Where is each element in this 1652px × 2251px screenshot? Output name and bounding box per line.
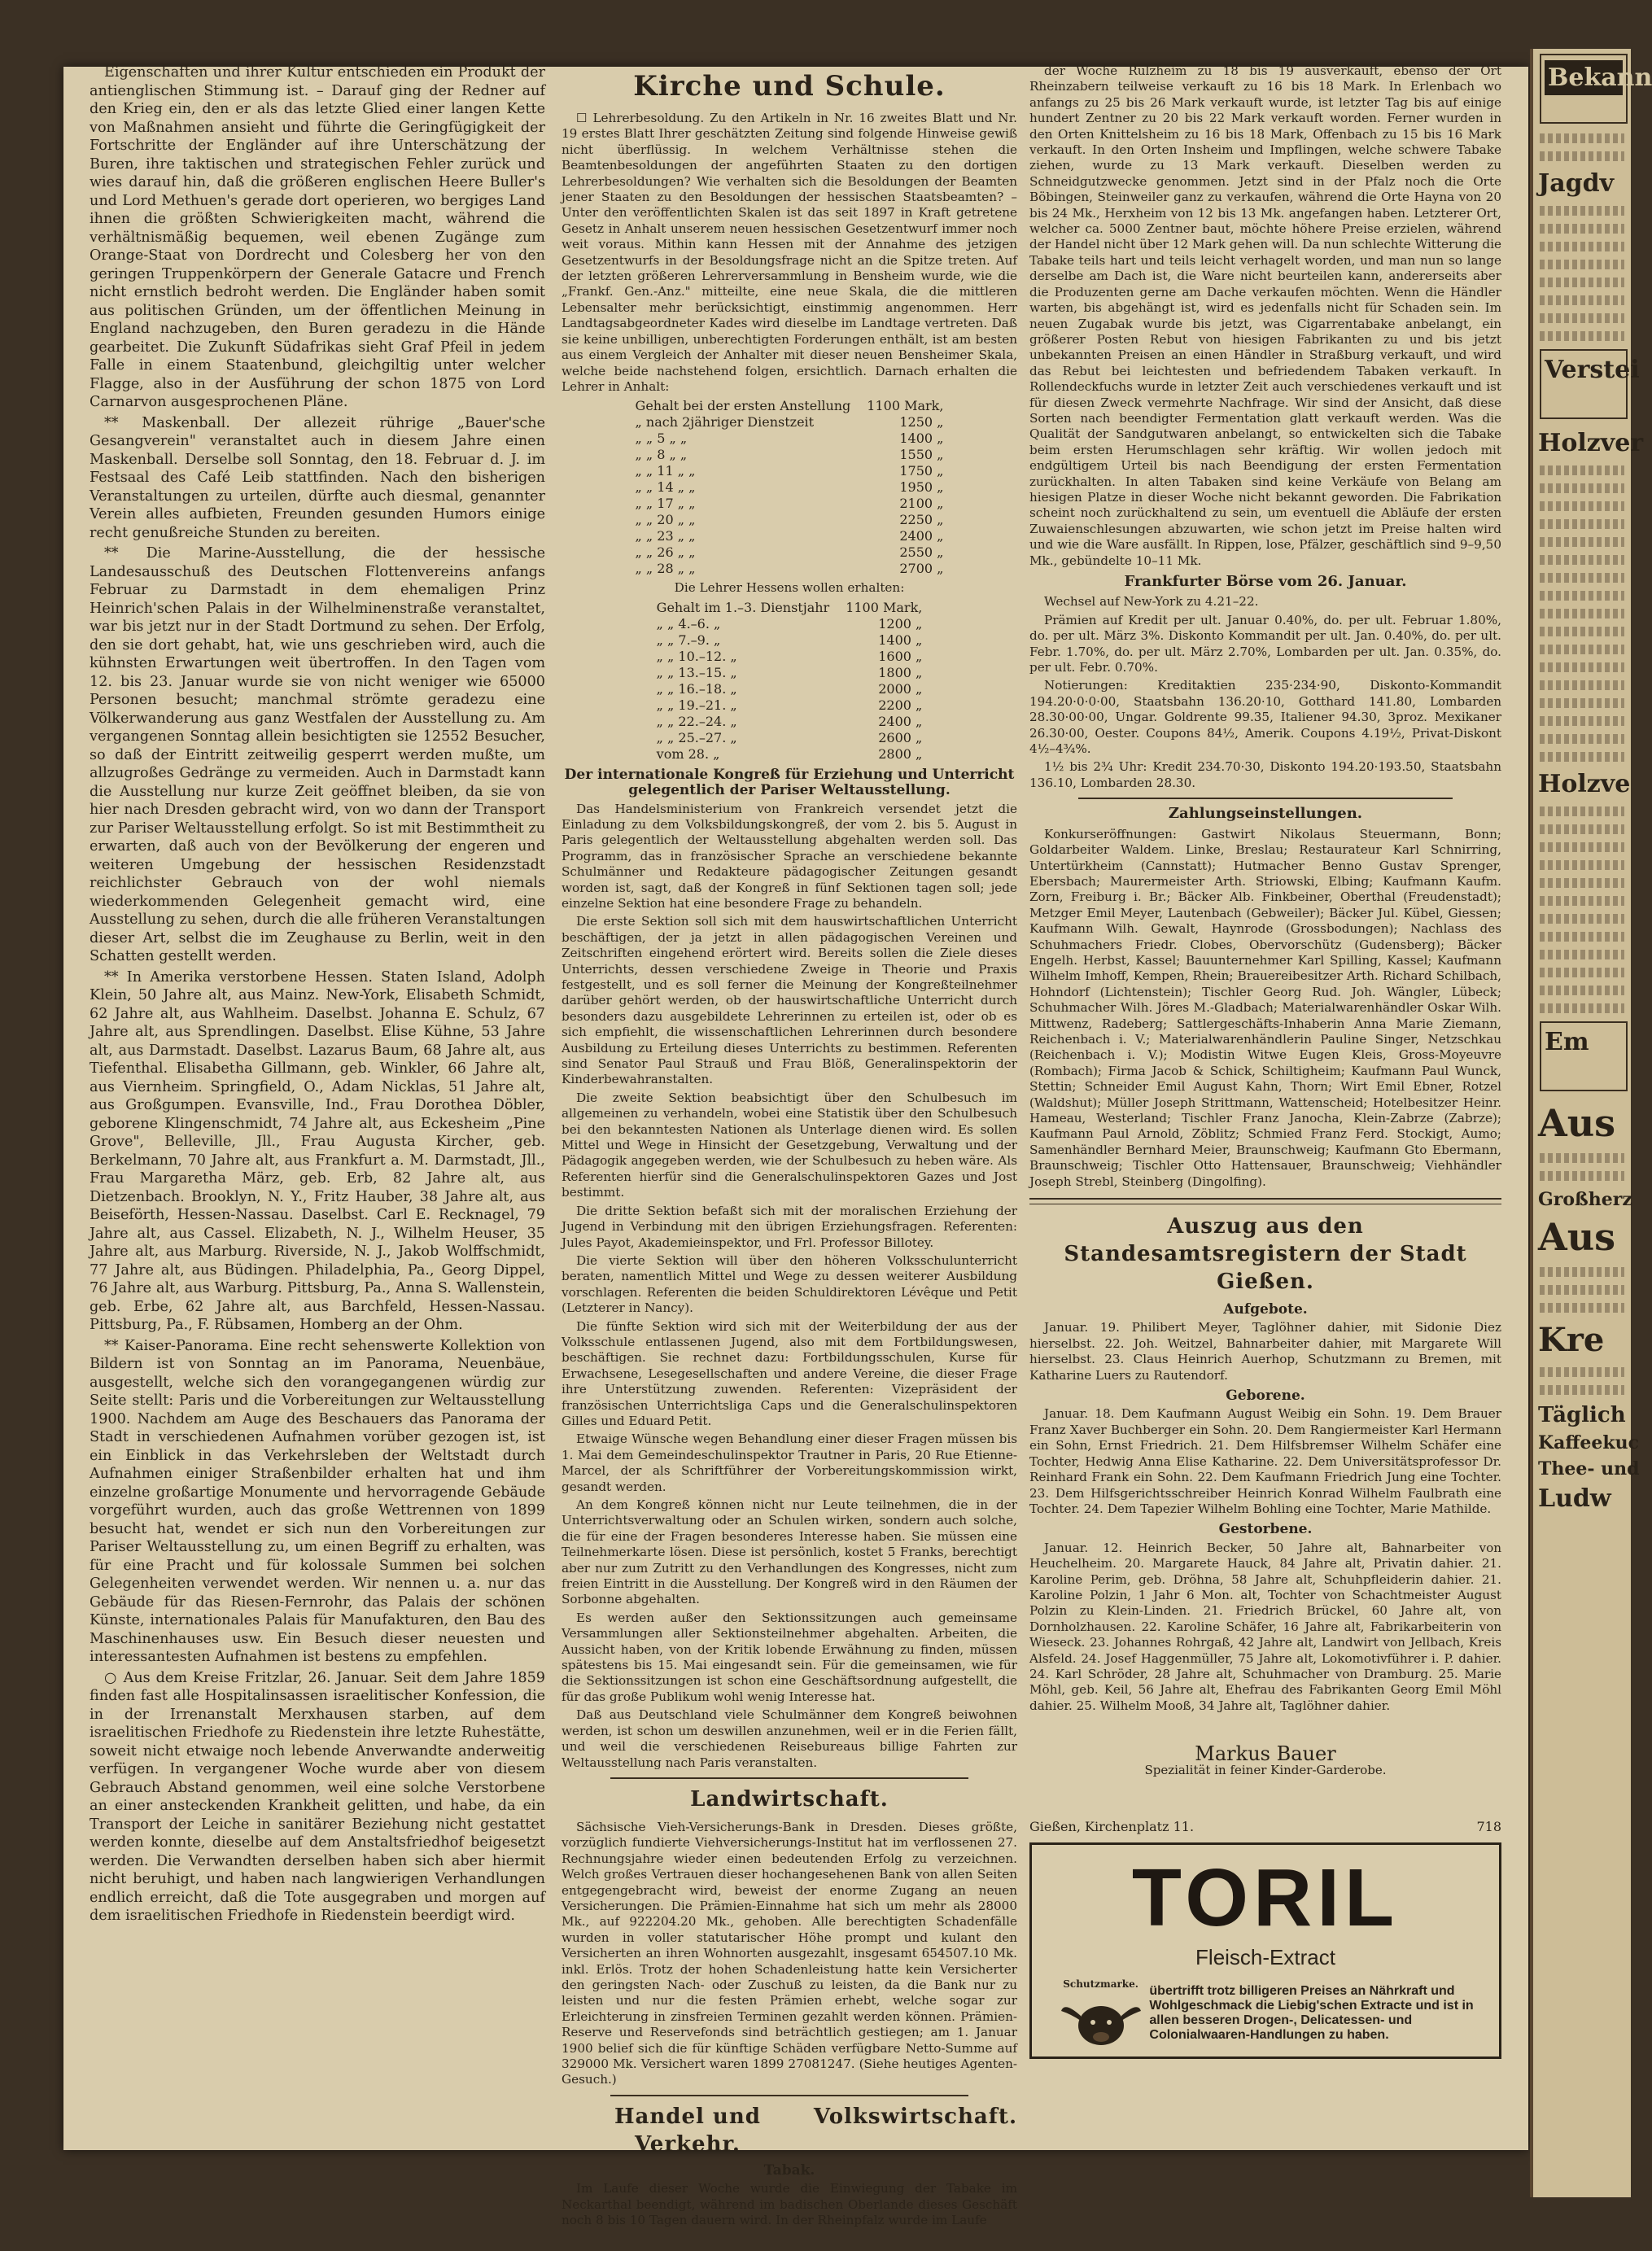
- divider: [610, 2095, 968, 2096]
- table-row: [649, 730, 931, 746]
- article-paragraph: ☐ Lehrerbesoldung. Zu den Artikeln in Nr. 16 zweites Blatt und Nr. 19 erstes Blatt Ihrer geschätzten Zeitung sind folgende Hinweise gewiß nicht überflüssig. In welchem Verhältnisse stehen die Beamtenbesoldungen der angeführten Staaten zu den dortigen Lehrerbesoldungen? Wie verhalten sich die Besoldungen der Beamten jener Staaten zu den Besoldungen der hessischen Staatsbeamten? – Unter den veröffentlichten Skalen ist das seit 1897 in Kraft getretene Gesetz in Anhalt unserem neuen hessischen Gesetzentwurf immer noch weit voraus. Mithin kann Hessen mit der Annahme des jetzigen Gesetzentwurfs in der Besoldungsfrage nicht an die Spitze treten. Auf der letzten größeren Lehrerversammlung in Bensheim wurde, wie die „Frankf. Gen.-Anz." mitteilte, eine neue Skala, die die mittleren Lebensalter mehr berücksichtigt, einstimmig angenommen. Herr Landtagsabgeordneter Kades wird dieselbe im Landtage vertreten. Daß sie keine unbilligen, unberechtigten Forderungen enthält, ist am besten aus einem Vergleich der Anhalter mit dieser neuen Bensheimer Skala, welche beide nachstehend folgen, ersichtlich. Darnach erhalten die Lehrer in Anhalt:: [562, 111, 1017, 394]
- article-paragraph: Im Laufe dieser Woche wurde die Einwiegung der Tabake im Neckarthal beendigt, während im badischen Oberlande dieses Geschäft noch 8 bis 10 Tagen dauern wird. In der Rheinpfalz wurde im Laufe: [562, 2181, 1017, 2228]
- table-cell-label: „ „ 26 „ „: [635, 544, 696, 561]
- boerse-line: Wechsel auf New-York zu 4.21–22.: [1044, 594, 1259, 610]
- divider: [1078, 798, 1453, 799]
- table-cell-value: 2250 „: [899, 512, 944, 528]
- article-paragraph: ** Die Marine-Ausstellung, die der hessische Landesausschuß des Deutschen Flottenvereins anfangs Februar zu Darmstadt in dem ehemaligen Prinz Heinrich'schen Palais in der Wilhelminenstraße veranstaltet, war bis jetzt nur in der Stadt Dortmund zu sehen. Der Erfolg, den sie dort gehabt, hat, wie uns geschrieben wird, auch die kühnsten Erwartungen weit übertroffen. In den Tagen vom 12. bis 23. Januar wurde sie von nicht weniger wie 65000 Personen besucht; manchmal strömte geradezu eine Völkerwanderung aus ganz Westfalen der Ausstellung zu. Am vergangenen Sonntag allein besichtigten sie 12552 Besucher, so daß der Eintritt zeitweilig gesperrt werden mußte, um allzugroßes Gedränge zu vermeiden. Auch in Darmstadt kann die Ausstellung nur kurze Zeit geöffnet bleiben, da sie von hier nach Dresden gebracht wird, von wo dann der Transport zur Pariser Weltausstellung erfolgt. So ist mit Bestimmtheit zu erwarten, daß auch von der Bevölkerung der engeren und weiteren Umgebung der hessischen Residenzstadt reichlichster Gebrauch von der wohl niemals wiederkommenden Gelegenheit gemacht wird, eine Ausstellung zu sehen, durch die alle früheren Veranstaltungen dieser Art, selbst die im Zeughause zu Berlin, weit in den Schatten gestellt werden.: [90, 545, 545, 964]
- article-paragraph: Die vierte Sektion will über den höheren Volksschulunterricht beraten, namentlich Mittel und Wege zu dessen weiterer Ausbildung vorschlagen. Referenten die beiden Schuldirektoren Lévêque und Petit (Letzterer in Nancy).: [562, 1252, 1017, 1316]
- boerse-line: Prämien auf Kredit per ult. Januar 0.40%, do. per ult. Februar 1.80%, do. per ult. März 3%. Diskonto Kommandit per ult. Jan. 0.40%, do. per ult. Febr. 1.70%, do. per ult. März 2.70%, Lombarden per ult. Jan. 0.35%, do. per ult. Febr. 0.70%.: [1029, 612, 1501, 675]
- table-row: [627, 544, 952, 561]
- table-row: [649, 697, 931, 714]
- table-cell-value: 2000 „: [878, 680, 923, 697]
- table-intro: Die Lehrer Hessens wollen erhalten:: [674, 580, 905, 596]
- strip-heading: Holzve: [1538, 770, 1631, 798]
- register-subheading: Gestorbene.: [1218, 1521, 1313, 1538]
- table-cell-label: „ „ 10.–12. „: [656, 648, 737, 664]
- boerse-line: 1½ bis 2¾ Uhr: Kredit 234.70·30, Diskonto 194.20·193.50, Staatsbahn 136.10, Lombarden 28.30.: [1029, 759, 1501, 790]
- article-paragraph: Sächsische Vieh-Versicherungs-Bank in Dresden. Dieses größte, vorzüglich fundierte Viehversicherungs-Institut hat im verflossenen 27. Rechnungsjahre wieder einen bedeutenden Erfolg zu verzeichnen. Welch großes Vertrauen dieser hochangesehenen Bank von allen Seiten entgegengebracht wird, beweist der enorme Zugang an neuen Versicherungen. Die Prämien-Einnahme hat sich um mehr als 28000 Mk., auf 922204.20 Mk., gehoben. Alle berechtigten Schadenfälle wurden in voller statutarischer Höhe prompt und kulant den Versicherten an ihren Wohnorten ausgezahlt, insgesamt 654507.10 Mk. inkl. Erlös. Trotz der hohen Schadenleistung hatte kein Versicherter den geringsten Nach- oder Zuschuß zu leisten, da die Bank nur zu leisten und nur die festen Prämien erhebt, welche sogar zur Erleichterung in zinsfreien Terminen gezahlt werden können. Prämien-Reserve und Reservefonds sind beträchtlich gestiegen; am 1. Januar 1900 belief sich die für künftige Schäden verfügbare Netto-Summe auf 329000 Mk. Versichert waren 1899 27081247. (Siehe heutiges Agenten-Gesuch.): [562, 1819, 1017, 2087]
- register-subheading: Geborene.: [1226, 1388, 1305, 1405]
- table-cell-label: „ „ 13.–15. „: [656, 664, 737, 680]
- table-cell-value: 2800 „: [878, 745, 923, 762]
- table-row: [627, 561, 952, 577]
- ad-address: Gießen, Kirchenplatz 11.: [1029, 1819, 1195, 1834]
- article-paragraph: ○ Aus dem Kreise Fritzlar, 26. Januar. Seit dem Jahre 1859 finden fast alle Hospitalinsassen israelitischer Konfession, die in der Irrenanstalt Merxhausen starben, auf dem israelitischen Friedhofe zu Riedenstein ihre letzte Ruhestätte, soweit nicht etwaige noch lebende Anverwandte anderweitig verfügen. In vergangener Woche wurde aber von diesem Gebrauch Abstand genommen, weil eine solche Verstorbene an einer ansteckenden Krankheit gelitten, und habe, da ein Transport der Leiche in sanitärer Beziehung nicht gestattet werden konnte, dieselbe auf dem Anstaltsfriedhof beigesetzt werden. Die Verwandten derselben haben sich aber hiermit nicht beruhigt, und haben nach langwierigen Verhandlungen endlich erreicht, daß die Tote ausgegraben und morgen auf dem israelitischen Friedhofe in Riedenstein beerdigt wird.: [90, 1669, 545, 1924]
- toril-trademark: Schutzmarke.: [1063, 1978, 1138, 1991]
- bull-head-icon: [1056, 1993, 1146, 2050]
- table-cell-value: 1400 „: [878, 632, 923, 648]
- table-row: [649, 632, 931, 649]
- advertisement-bauer: [1029, 1742, 1501, 1834]
- toril-subtitle: Fleisch-Extract: [1195, 1945, 1335, 1970]
- section-heading: Handel und Verkehr.: [614, 2104, 761, 2157]
- table-cell-value: 1100 Mark,: [846, 599, 923, 615]
- strip-heading: Aus: [1538, 1215, 1616, 1259]
- table-row: [627, 479, 952, 496]
- table-cell-label: „ „ 4.–6. „: [656, 615, 721, 632]
- table-cell-label: „ „ 19.–21. „: [656, 697, 737, 713]
- salary-table-anhalt: [627, 398, 952, 577]
- article-paragraph: ** Maskenball. Der allezeit rührige „Bauer'sche Gesangverein" veranstaltet auch in diesem Jahre einen Maskenball. Derselbe soll Sonntag, den 18. Februar d. J. im Festsaal des Café Leib stattfinden. Nach den bisherigen Veranstaltungen zu urteilen, dürfte auch diesmal, genannter Verein alles aufbieten, Freunden gesunden Humors einige recht genußreiche Stunden zu bereiten.: [90, 414, 545, 541]
- table-row: [627, 414, 952, 431]
- article-paragraph: Konkurseröffnungen: Gastwirt Nikolaus Steuermann, Bonn; Goldarbeiter Waldem. Linke, Breslau; Restaurateur Karl Schnirring, Untertürkheim (Cannstatt); Hutmacher Benno Gustav Sprenger, Ebersbach; Maurermeister Arth. Striowski, Elbing; Kaufmann Kaufm. Zorn, Freiburg i. Br.; Bäcker Alb. Finkbeiner, Oberthal (Freudenstadt); Metzger Emil Meyer, Lautenbach (Gebweiler); Bäcker Jul. Kübel, Giessen; Kaufmann Wilh. Gewalt, Haynrode (Grossbodungen); Nachlass des Schuhmachers Friedr. Clobes, Obervorschütz (Gudensberg); Bäcker Engelh. Herbst, Kassel; Bauunternehmer Karl Spilling, Kassel; Kaufmann Wilhelm Imhoff, Kempen, Rhein; Brauereibesitzer Arth. Richard Schilbach, Hohndorf (Lichtenstein); Tischler Georg Rud. Joh. Wängler, Lübeck; Schuhmacher Wilh. Jöres M.-Gladbach; Materialwarenhändler Oskar Wilh. Mittwenz, Radeberg; Sattlergeschäfts-Inhaberin Anna Marie Ziemann, Reichenbach i. V.; Materialwarenhändlerin Pauline Singer, Netzschkau (Reichenbach i. V.); Modistin Witwe Eugen Kleis, Gross-Moyeuvre (Rombach); Firma Jacob & Schick, Schiltigheim; Kaufmann Paul Wunck, Stettin; Schneider Emil August Kahn, Thorn; Wirt Emil Ebner, Rotzel (Waldshut); Müller Joseph Strittmann, Wattenscheid; Hotelbesitzer Heinr. Hameau, Westerland; Tischler Franz Janocha, Klein-Zabrze (Zabrze); Kaufmann Paul Arnold, Zöblitz; Schmied Franz Ferd. Stockigt, Aumo; Samenhändler Bernhard Meier, Braunschweig; Kaufmann Gto Ebermann, Braunschweig; Tischler Otto Hattensauer, Braunschweig; Viehhändler Joseph Strebl, Steinberg (Dingolfing).: [1029, 826, 1501, 1189]
- article-paragraph: Etwaige Wünsche wegen Behandlung einer dieser Fragen müssen bis 1. Mai dem Gemeindeschulinspektor Trautner in Paris, 20 Rue Etienne-Marcel, der als Schriftführer der Vorbereitungskommission wirkt, gesandt werden.: [562, 1431, 1017, 1494]
- table-cell-value: 1600 „: [878, 648, 923, 664]
- strip-heading: Aus: [1538, 1101, 1616, 1145]
- article-paragraph: Das Handelsministerium von Frankreich versendet jetzt die Einladung zu dem Volksbildungskongreß, der vom 2. bis 5. August in Paris gelegentlich der Weltausstellung abgehalten werden soll. Das Programm, das in französischer Sprache an verschiedene bekannte Schulmänner und Redakteure pädagogischer Zeitungen gesandt worden ist, sagt, daß der Kongreß in fünf Sektionen tagen soll; jede einzelne Sektion hat eine besondere Frage zu behandeln.: [562, 801, 1017, 911]
- section-heading: Landwirtschaft.: [690, 1786, 889, 1812]
- divider: [1029, 1198, 1501, 1204]
- table-cell-label: Gehalt im 1.–3. Dienstjahr: [656, 599, 830, 615]
- toril-logo: TORIL: [1131, 1852, 1400, 1944]
- table-cell-label: vom 28. „: [656, 745, 720, 762]
- strip-heading: Thee- und: [1538, 1458, 1640, 1480]
- table-row: [627, 398, 952, 414]
- table-row: [627, 447, 952, 463]
- strip-heading: Ludw: [1538, 1484, 1611, 1513]
- table-row: [649, 616, 931, 632]
- table-cell-value: 2550 „: [899, 544, 944, 561]
- column-3: [1029, 63, 1501, 2059]
- table-cell-value: 1400 „: [899, 431, 944, 447]
- strip-heading: Großherz: [1538, 1189, 1632, 1210]
- table-cell-value: 1750 „: [899, 463, 944, 479]
- table-cell-value: 2200 „: [878, 697, 923, 713]
- table-row: [627, 512, 952, 528]
- table-cell-value: 2700 „: [899, 561, 944, 577]
- table-cell-label: „ „ 28 „ „: [635, 561, 696, 577]
- table-row: [627, 496, 952, 512]
- article-paragraph: ** In Amerika verstorbene Hessen. Staten Island, Adolph Klein, 50 Jahre alt, aus Mainz. New-York, Elisabeth Schmidt, 62 Jahre alt, aus Wahlheim. Daselbst. Johanna E. Schulz, 67 Jahre alt, aus Sprendlingen. Daselbst. Elise Kühne, 53 Jahre alt, aus Darmstadt. Daselbst. Lazarus Baum, 68 Jahre alt, aus Tiefenthal. Elisabetha Gillmann, geb. Winkler, 66 Jahre alt, aus Viernheim. Springfield, O., Adam Nicklas, 51 Jahre alt, aus Großgumpen. Evansville, Ind., Frau Dorothea Döbler, geborene Klingenschmidt, 74 Jahre alt, aus Eckesheim „Pine Grove", Belleville, Jll., Frau Augusta Kircher, geb. Berkelmann, 70 Jahre alt, aus Frankfurt a. M. Darmstadt, Jll., Frau Margaretha März, geb. Erb, 82 Jahre alt, aus Dietzenbach. Brooklyn, N. Y., Fritz Hauber, 38 Jahre alt, aus Beiseförth, Hessen-Nassau. Daselbst. Carl E. Recknagel, 79 Jahre alt, aus Cassel. Elizabeth, N. J., Wilhelm Heuser, 35 Jahre alt, aus Marburg. Riverside, N. J., Jakob Wolffschmidt, 77 Jahre alt, aus Büdingen. Philadelphia, Pa., Georg Dippel, 76 Jahre alt, aus Warburg. Pittsburg, Pa., Anna S. Wallenstein, geb. Erbe, 62 Jahre alt, aus Barchfeld, Hessen-Nassau. Pittsburg, Pa., F. Rübsamen, Homberg an der Ohm.: [90, 968, 545, 1333]
- article-paragraph: Es werden außer den Sektionssitzungen auch gemeinsame Versammlungen aller Sektionsteilnehmer abgehalten. Arbeiten, die Aussicht haben, von der Kritik lobende Erwähnung zu finden, müssen spätestens bis 15. Mai eingesandt sein. Für die gemeinsamen, wie für die Sektionssitzungen ist schon eine Geschäftsordnung aufgestellt, die für das große Publikum wohl wenig Interesse hat.: [562, 1610, 1017, 1704]
- table-cell-label: „ nach 2jähriger Dienstzeit: [635, 414, 815, 431]
- advertisement-toril: [1029, 1842, 1501, 2058]
- zahlung-heading: Zahlungseinstellungen.: [1168, 805, 1363, 823]
- article-subheading: Der internationale Kongreß für Erziehung und Unterricht gelegentlich der Pariser Weltausstellung.: [564, 766, 1015, 799]
- article-paragraph: ** Kaiser-Panorama. Eine recht sehenswerte Kollektion von Bildern ist von Sonntag an im Panorama, Neuenbäue, ausgestellt, welche sich den vorangegangenen würdig zur Seite stellt: Paris und die Vorbereitungen zur Weltausstellung 1900. Nachdem am Auge des Beschauers das Panorama der Stadt in verschiedenen Aufnahmen vorüber gezogen ist, ist ein Einblick in das Verkehrsleben der Weltstadt durch Aufnahmen einiger Straßenbilder erhalten hat und ihm einzelne großartige Monumente und hervorragende Gebäude vorgeführt wurden, auch das große Wettrennen von 1899 besucht hat, wendet er sich nun den Vorbereitungen zur Pariser Weltausstellung zu, um einen Begriff zu erhalten, was für eine Pracht und für kolossale Summen bei solchen Gelegenheiten verwendet werden. Wir nennen u. a. nur das Gebäude für das Riesen-Fernrohr, das Palais der schönen Künste, internationales Palais für Manufakturen, den Bau des Maschinenhauses usw. Ein Besuch dieser neuesten und interessantesten Aufnahmen ist bestens zu empfehlen.: [90, 1337, 545, 1665]
- toril-text: übertrifft trotz billigeren Preises an Nährkraft und Wohlgeschmack die Liebig'schen Extracte und ist in allen besseren Drogen-, Delicatessen- und Colonialwaaren-Handlungen zu haben.: [1149, 1984, 1474, 2043]
- table-row: [627, 463, 952, 479]
- table-cell-label: „ „ 14 „ „: [635, 479, 696, 496]
- table-cell-value: 1550 „: [899, 447, 944, 463]
- table-cell-value: 2400 „: [878, 713, 923, 729]
- table-cell-label: „ „ 25.–27. „: [656, 729, 737, 745]
- section-heading: Kirche und Schule.: [633, 70, 946, 103]
- strip-heading: Kre: [1538, 1321, 1605, 1359]
- article-paragraph: Januar. 19. Philibert Meyer, Taglöhner dahier, mit Sidonie Diez hierselbst. 22. Joh. Weitzel, Bahnarbeiter dahier, mit Margarete Will hierselbst. 23. Claus Heinrich Auerhop, Schutzmann zu Bremen, mit Katharine Luers zu Rautendorf.: [1029, 1320, 1501, 1383]
- table-cell-label: „ „ 8 „ „: [635, 447, 688, 463]
- table-cell-label: „ „ 17 „ „: [635, 496, 696, 512]
- column-2: [562, 63, 1017, 2231]
- table-cell-value: 2100 „: [899, 496, 944, 512]
- article-paragraph: Eigenschaften und ihrer Kultur entschieden ein Produkt der antienglischen Stimmung ist. – Darauf ging der Redner auf den Krieg ein, den er als das letzte Glied einer langen Kette von Maßnahmen ansieht und führte die Geringfügigkeit der Fortschritte der Engländer auf ihre Unterschätzung der Buren, ihre taktischen und strategischen Fehler zurück und wies darauf hin, daß die größeren englischen Heere Buller's und Lord Methuen's gerade dort operieren, wo bergiges Land ihnen die größten Schwierigkeiten macht, während die verhältnismäßig bequemen, weil ebenen Zugänge zum Orange-Staat von Dordrecht und Colesberg her von den geringen Truppenkörpern der Generale Gatacre und French nicht ernstlich bedroht werden. Die Engländer haben somit aus politischen Gründen, um der öffentlichen Meinung in England nachzugeben, den Buren geradezu in die Hände gearbeitet. Die Zukunft Südafrikas sieht Graf Pfeil in jedem Falle in einem Staatenbund, gleichgiltig unter welcher Flagge, also in der Ausführung der schon 1875 von Lord Carnarvon ausgesprochenen Pläne.: [90, 64, 545, 410]
- table-cell-label: „ „ 5 „ „: [635, 431, 688, 447]
- table-cell-label: „ „ 7.–9. „: [656, 632, 721, 648]
- ad-number: 718: [1476, 1819, 1501, 1834]
- article-paragraph: Die fünfte Sektion wird sich mit der Weiterbildung der aus der Volksschule entlassenen Jugend, also mit dem Fortbildungswesen, beschäftigen. Sie rechnet dazu: Fortbildungsschulen, Kurse für Erwachsene, Lesegesellschaften und andere Vereine, die dieser Frage ihre Unterstützung zuwenden. Referenten: Vizepräsident der französischen Unterrichtsliga Caps und die Generalschulinspektoren Gilles und Eduard Petit.: [562, 1318, 1017, 1428]
- column-1: [90, 63, 545, 1928]
- article-subheading: Tabak.: [763, 2161, 815, 2179]
- register-subheading: Aufgebote.: [1223, 1301, 1308, 1318]
- strip-heading: Em: [1545, 1028, 1589, 1056]
- table-row: [627, 431, 952, 447]
- article-paragraph: der Woche Rülzheim zu 18 bis 19 ausverkauft, ebenso der Ort Rheinzabern teilweise verkauft zu 16 bis 18 Mark. In Erlenbach wo anfangs zu 25 bis 26 Mark verkauft wurde, ist letzter Tag bis auf einige hundert Zentner zu 20 bis 22 Mark verkauft worden. Ferner wurden in den Orten Knittelsheim zu 16 bis 18 Mark, Offenbach zu 15 bis 16 Mark verkauft. In den Orten Insheim und Impflingen, welche schwere Tabake ziehen, wurde zu 13 Mark verkauft. Dieselben werden zu Schneidgutzwecke genommen. Jetzt sind in der Pfalz noch die Orte Böbingen, Steinweiler ganz zu verkaufen, während die Orte Hayna von 20 bis 24 Mk., Herxheim von 12 bis 13 Mk. angefangen haben. Letzterer Ort, welcher ca. 5000 Zentner baut, möchte höhere Preise erzielen, während der Handel nicht über 12 Mark gehen will. Da nun schlechte Witterung die Tabake teils hart und teils leicht verhagelt worden, und man nun so lange derselbe am Dach ist, die Ware nicht beurteilen kann, andererseits aber die Produzenten gerne am Dache verkaufen möchten. Wenn die Händler warten, bis abgehängt ist, wird es jedenfalls nicht für Schaden sein. Im neuen Zugabak wurde bis jetzt, was Cigarrentabake anbelangt, ein größerer Posten Rebut von hiesigen Fabrikanten zu und bis jetzt unbekannten Preisen an einen Händler in Straßburg verkauft, und wird das Rebut bei leichtesten und befriedendem Tabaken verkauft. In Rollendeckfuchs wurde in letzter Zeit auch verschiedenes verkauft und ist für diesen Zweck vermehrte Nachfrage. Wir sind der Ansicht, daß diese Sorten nach beendigter Fermentation glatt verkauft werden. Was die Qualität der Sandgutwaren anbelangt, so entwickelten sich die Tabake beim ersten Herumschlagen sehr kräftig. Wir wollen jedoch mit endgültigem Urteil bis nach Beendigung der ersten Fermentation zurückhalten. In alten Tabaken sind keine Verkäufe von Belang am hiesigen Platze in dieser Woche nicht bekannt geworden. Die Fabrikation scheint noch zurückhaltend zu sein, um eventuell die Abläufe der ersten Zuwaienschlesungen abzuwarten, wie schon jetzt im Preise halten wird und wie die Ware ausfällt. In Rippen, lose, Pfälzer, geschäftlich sind 9–9,50 Mk., gebündelte 10–11 Mk.: [1029, 63, 1501, 568]
- table-cell-value: 2400 „: [899, 528, 944, 544]
- table-row: [649, 681, 931, 697]
- article-paragraph: Daß aus Deutschland viele Schulmänner dem Kongreß beiwohnen werden, ist schon um deswillen anzunehmen, weil er in die Ferien fällt, und weil die verschiedenen Reisebureaus billige Fahrten zur Weltausstellung nach Paris veranstalten.: [562, 1707, 1017, 1770]
- table-row: [649, 649, 931, 665]
- table-cell-label: „ „ 16.–18. „: [656, 680, 737, 697]
- section-heading: Auszug aus den Standesamtsregistern der Stadt Gießen.: [1064, 1214, 1467, 1295]
- table-cell-value: 1800 „: [878, 664, 923, 680]
- salary-table-hessen: [649, 600, 931, 763]
- boerse-line: Notierungen: Kreditaktien 235·234·90, Diskonto-Kommandit 194.20·0·0·00, Staatsbahn 136.20·10, Gotthard 141.80, Lombarden 28.30·00·00, Ungar. Goldrente 99.35, Italiener 94.30, 3proz. Mexikaner 26.30·00, Oester. Coupons 84½, Amerik. Coupons 4.19½, Privat-Diskont 4½–4¾%.: [1029, 678, 1501, 757]
- article-paragraph: Januar. 12. Heinrich Becker, 50 Jahre alt, Bahnarbeiter von Heuchelheim. 20. Margarete Hauck, 84 Jahre alt, Privatin dahier. 21. Karoline Perim, geb. Dröhna, 58 Jahre alt, Schuhpfleiderin dahier. 21. Karoline Polzin, 1 Jahr 6 Mon. alt, Tochter von Schachtmeister August Polzin zu Klein-Linden. 21. Friedrich Brückel, 60 Jahre alt, von Dornholzhausen. 22. Karoline Schäfer, 16 Jahre alt, Fabrikarbeiterin von Wieseck. 23. Johannes Rohrgaß, 42 Jahre alt, Landwirt von Jellbach, Kreis Alsfeld. 24. Josef Haggenmüller, 75 Jahre alt, Lokomotivführer i. P. dahier. 24. Karl Schröder, 28 Jahre alt, Schuhmacher von Dramburg. 25. Marie Möhl, geb. Keil, 56 Jahre alt, Ehefrau des Fabrikanten Georg Emil Möhl dahier. 25. Wilhelm Mooß, 34 Jahre alt, Taglöhner dahier.: [1029, 1540, 1501, 1713]
- table-cell-value: 1950 „: [899, 479, 944, 496]
- ad-specialty: Spezialität in feiner Kinder-Garderobe.: [1144, 1762, 1387, 1777]
- table-cell-value: 1250 „: [899, 414, 944, 431]
- section-heading: Volkswirtschaft.: [813, 2104, 1017, 2129]
- table-row: [649, 746, 931, 763]
- table-row: [649, 600, 931, 616]
- table-row: [627, 528, 952, 544]
- strip-heading: Jagdv: [1538, 169, 1615, 198]
- strip-heading: Täglich: [1538, 1403, 1626, 1427]
- article-paragraph: Die erste Sektion soll sich mit dem hauswirtschaftlichen Unterricht beschäftigen, der ja jetzt in allen pädagogischen Vereinen und Zeitschriften eingehend erörtert wird. Bereits sollen die Ziele dieses Unterrichts, dessen verschiedene Zweige in Theorie und Praxis festgestellt, und es soll ferner die Meinung der Kongreßteilnehmer darüber gehört werden, ob der hauswirtschaftliche Unterricht durch besonders dazu ausgebildete Lehrerinnen zu erteilen ist, oder ob es sich empfiehlt, die wissenschaftlichen Lehrerinnen durch besondere Ausbildung zu Erteilung dieses Unterrichts zu bestimmen. Referenten sind Senator Paul Strauß und Frau Blöß, Generalinspektorin der Kinderbewahranstalten.: [562, 914, 1017, 1087]
- article-paragraph: An dem Kongreß können nicht nur Leute teilnehmen, die in der Unterrichtsverwaltung oder an Schulen wirken, sondern auch solche, die für eine der Fragen besonderes Interesse haben. Sie müssen eine Teilnehmerkarte lösen. Diese ist persönlich, kostet 5 Franks, berechtigt aber nur zum Zutritt zu den Verhandlungen des Kongresses, nicht zum freien Eintritt in die Ausstellung. Der Kongreß wird in den Räumen der Sorbonne abgehalten.: [562, 1497, 1017, 1607]
- table-cell-label: „ „ 11 „ „: [635, 463, 696, 479]
- article-paragraph: Die dritte Sektion befaßt sich mit der moralischen Erziehung der Jugend in Verbindung mit den übrigen Erziehungsfragen. Referenten: Jules Payot, Akademieinspektor, und Frl. Professor Billotey.: [562, 1203, 1017, 1250]
- article-paragraph: Januar. 18. Dem Kaufmann August Weibig ein Sohn. 19. Dem Brauer Franz Xaver Buchberger ein Sohn. 20. Dem Rangiermeister Karl Hermann ein Sohn, Ernst Friedrich. 21. Dem Hilfsbremser Wilhelm Schäfer eine Tochter, Hedwig Anna Elise Katharine. 22. Dem Universitätsprofessor Dr. Reinhard Frank ein Sohn. 22. Dem Kaufmann Friedrich Jung eine Tochter. 23. Dem Hilfsgerichtsschreiber Heinrich Konrad Wilhelm Faulbrath eine Tochter. 24. Dem Tapezier Wilhelm Bohling eine Tochter, Marie Mathilde.: [1029, 1406, 1501, 1516]
- table-cell-label: „ „ 22.–24. „: [656, 713, 737, 729]
- table-row: [649, 714, 931, 730]
- article-paragraph: Die zweite Sektion beabsichtigt über den Schulbesuch im allgemeinen zu verhandeln, wobei eine Statistik über den Schulbesuch bei den bekanntesten Nationen als Unterlage dienen wird. Es sollen Mittel und Wege in Hinsicht der Gesetzgebung, Verwaltung und der Pädagogik angegeben werden, wie der Schulbesuch zu heben wäre. Als Referenten hierfür sind die Generalschulinspektoren Gazes und Jost bestimmt.: [562, 1090, 1017, 1200]
- ad-name: Markus Bauer: [1195, 1742, 1336, 1766]
- divider: [610, 1777, 968, 1779]
- table-cell-label: „ „ 20 „ „: [635, 512, 696, 528]
- table-cell-value: 2600 „: [878, 729, 923, 745]
- strip-heading: Bekann: [1545, 60, 1623, 95]
- table-cell-label: „ „ 23 „ „: [635, 528, 696, 544]
- table-row: [649, 665, 931, 681]
- table-cell-label: Gehalt bei der ersten Anstellung: [635, 398, 851, 414]
- table-cell-value: 1100 Mark,: [867, 398, 944, 414]
- adjacent-page-strip: [1530, 49, 1652, 2197]
- strip-heading: Kaffeekuc: [1538, 1432, 1640, 1453]
- table-cell-value: 1200 „: [878, 615, 923, 632]
- strip-heading: Verstei: [1545, 356, 1640, 384]
- strip-heading: Holzver: [1538, 429, 1644, 457]
- boerse-heading: Frankfurter Börse vom 26. Januar.: [1124, 573, 1407, 590]
